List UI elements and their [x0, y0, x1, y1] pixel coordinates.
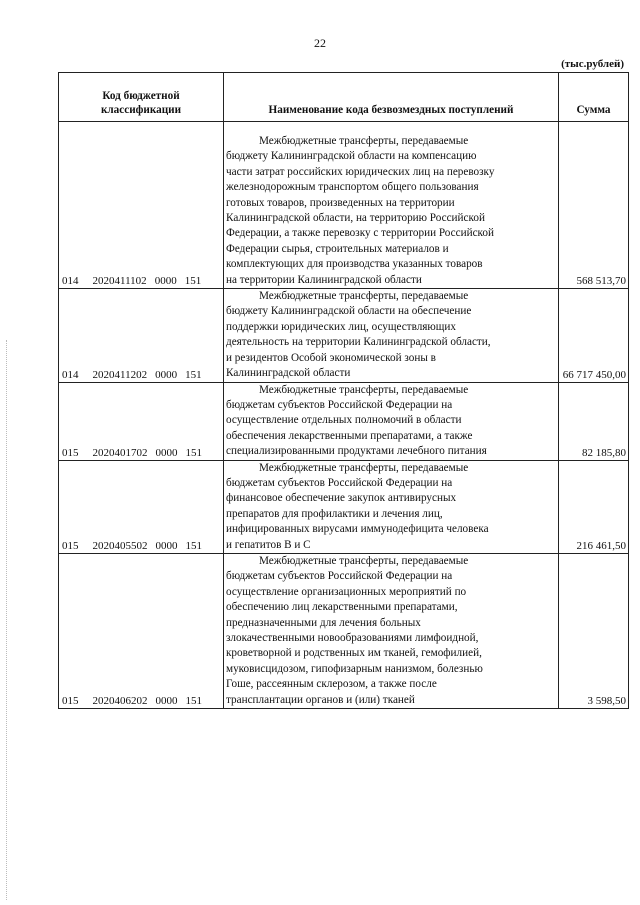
name-line: препаратов для профилактики и лечения лиц, — [226, 507, 443, 520]
name-line: Федерации, а также перевозку с территории Российской — [226, 227, 494, 240]
name-line: Межбюджетные трансферты, передаваемые — [259, 461, 469, 474]
budget-table — [58, 72, 629, 709]
name-line: муковисцидозом, гипофизарным нанизмом, болезнью — [226, 662, 483, 675]
name-line: финансовое обеспечение закупок антивирусных — [226, 492, 457, 505]
name-line: и гепатитов В и С — [226, 538, 311, 551]
revenue-name-cell — [224, 382, 559, 460]
classification-code: 2020411202 — [92, 368, 148, 381]
table-header-row — [59, 73, 629, 122]
budget-code-cell — [59, 553, 224, 708]
program-code: 0000 — [155, 368, 178, 381]
name-line: Межбюджетные трансферты, передаваемые — [259, 554, 469, 567]
name-line: готовых товаров, произведенных на территории — [226, 196, 455, 209]
name-line: Межбюджетные трансферты, передаваемые — [259, 383, 469, 396]
name-line: бюджетам субъектов Российской Федерации на — [226, 398, 453, 411]
name-line: бюджетам субъектов Российской Федерации на — [226, 570, 453, 583]
name-line: предназначенными для лечения больных — [226, 616, 421, 629]
amount-cell: 82 185,80 — [559, 382, 629, 460]
budget-code-cell — [59, 382, 224, 460]
admin-code: 015 — [62, 695, 79, 708]
amount-cell: 3 598,50 — [559, 553, 629, 708]
program-code: 0000 — [154, 275, 177, 288]
admin-code: 015 — [62, 539, 79, 552]
classification-code: 2020405502 — [92, 539, 148, 552]
budget-code-cell — [59, 289, 224, 382]
name-line: трансплантации органов и (или) тканей — [226, 693, 415, 706]
name-line: кроветворной и родственных им тканей, гемофилией, — [226, 647, 482, 660]
kosgu-code: 151 — [185, 368, 202, 381]
name-line: обеспечению лиц лекарственными препаратами, — [226, 601, 458, 614]
name-line: осуществление организационных мероприятий по — [226, 585, 467, 598]
header-name: Наименование кода безвозмездных поступлений — [224, 73, 559, 122]
name-line: и резидентов Особой экономической зоны в — [226, 351, 436, 364]
name-line: злокачественными новообразованиями лимфоидной, — [226, 632, 479, 644]
admin-code: 014 — [62, 368, 79, 381]
name-line: части затрат российских юридических лиц на перевозку — [226, 165, 495, 178]
table-row — [59, 382, 629, 460]
revenue-name-cell — [224, 122, 559, 289]
name-line: Калининградской области — [226, 367, 351, 380]
name-line: железнодорожным транспортом общего пользования — [226, 181, 479, 194]
header-sum: Сумма — [559, 73, 629, 122]
name-line: Федерации сырья, строительных материалов и — [226, 242, 449, 255]
name-line: комплектующих для производства указанных товаров — [226, 258, 483, 271]
revenue-name-cell — [224, 289, 559, 382]
amount-cell: 568 513,70 — [559, 122, 629, 289]
name-line: осуществление отдельных полномочий в области — [226, 414, 462, 427]
program-code: 0000 — [155, 695, 178, 708]
amount-cell: 216 461,50 — [559, 460, 629, 553]
name-line: на территории Калининградской области — [226, 273, 422, 286]
admin-code: 014 — [62, 275, 79, 288]
header-code: Код бюджетной классификации — [59, 73, 224, 122]
table-row — [59, 122, 629, 289]
name-line: Межбюджетные трансферты, передаваемые — [259, 290, 469, 303]
unit-label: (тыс.рублей) — [561, 58, 624, 70]
program-code: 0000 — [155, 539, 178, 552]
name-line: Гоше, рассеянным склерозом, а также после — [226, 678, 437, 691]
name-line: обеспечения лекарственными препаратами, а также — [226, 429, 473, 442]
name-line: бюджету Калининградской области на обеспечение — [226, 305, 472, 318]
page-number: 22 — [314, 36, 326, 50]
name-line: бюджетам субъектов Российской Федерации на — [226, 476, 453, 489]
revenue-name-cell — [224, 460, 559, 553]
name-line: Межбюджетные трансферты, передаваемые — [259, 135, 469, 147]
name-line: поддержки юридических лиц, осуществляющих — [226, 320, 456, 333]
admin-code: 015 — [62, 446, 79, 459]
kosgu-code: 151 — [185, 446, 202, 459]
program-code: 0000 — [155, 446, 178, 459]
table-row — [59, 460, 629, 553]
name-line: Калининградской области, на территорию Российской — [226, 212, 485, 225]
budget-code-cell — [59, 122, 224, 289]
kosgu-code: 151 — [185, 695, 202, 708]
budget-code-cell — [59, 460, 224, 553]
classification-code: 2020406202 — [92, 695, 148, 708]
name-line: бюджету Калининградской области на компенсацию — [226, 150, 477, 163]
classification-code: 2020411102 — [92, 275, 147, 288]
scan-edge-marks — [6, 340, 8, 900]
table-row — [59, 289, 629, 382]
classification-code: 2020401702 — [92, 446, 148, 459]
name-line: инфицированных вирусами иммунодефицита человека — [226, 523, 489, 536]
table-body — [59, 122, 629, 709]
amount-cell: 66 717 450,00 — [559, 289, 629, 382]
table-row — [59, 553, 629, 708]
name-line: специализированными продуктами лечебного питания — [226, 445, 487, 458]
name-line: деятельность на территории Калининградской области, — [226, 336, 491, 349]
revenue-name-cell — [224, 553, 559, 708]
kosgu-code: 151 — [184, 275, 202, 288]
kosgu-code: 151 — [185, 539, 202, 552]
